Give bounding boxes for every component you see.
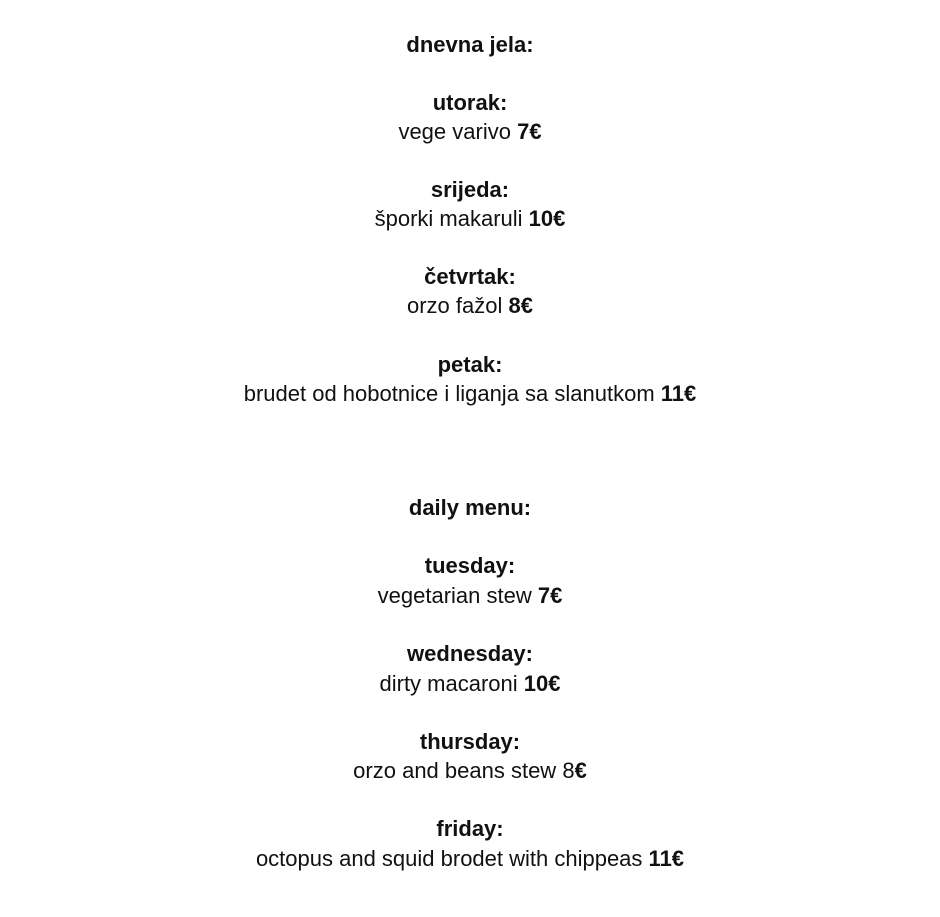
menu-item-thursday: [0, 757, 940, 785]
menu-item-petak: [0, 380, 940, 408]
dish-price: 10€: [523, 671, 561, 696]
day-label-wednesday: wednesday:: [407, 641, 533, 666]
menu-item-srijeda: [0, 205, 940, 233]
dish-price: 11€: [648, 846, 685, 871]
dish-name: šporki makaruli: [374, 206, 523, 231]
dish-price: 7€: [537, 583, 563, 608]
menu-item-cetvrtak: [0, 292, 940, 320]
day-label-srijeda: srijeda:: [430, 177, 510, 202]
dish-name: vegetarian stew: [377, 583, 532, 608]
dish-price-currency: €: [574, 758, 587, 783]
dish-price: 8€: [508, 293, 533, 318]
menu-item-wednesday: [0, 670, 940, 698]
dish-name: orzo fažol: [407, 293, 503, 318]
dish-name: orzo and beans stew: [353, 758, 557, 783]
dish-price: 11€: [660, 381, 697, 406]
day-label-utorak: utorak:: [432, 90, 508, 115]
day-label-thursday: thursday:: [419, 729, 521, 754]
day-label-friday: friday:: [436, 816, 504, 841]
dish-name: dirty macaroni: [379, 671, 518, 696]
day-label-tuesday: tuesday:: [424, 553, 516, 578]
dish-price-number: 8: [562, 758, 575, 783]
day-label-petak: petak:: [437, 352, 503, 377]
menu-item-tuesday: [0, 582, 940, 610]
english-menu-heading: daily menu:: [408, 495, 532, 520]
menu-item-utorak: [0, 118, 940, 146]
dish-price: 7€: [517, 119, 542, 144]
dish-name: vege varivo: [398, 119, 511, 144]
day-label-cetvrtak: četvrtak:: [424, 264, 516, 289]
croatian-menu-heading: dnevna jela:: [406, 32, 534, 57]
menu-item-friday: [0, 845, 940, 873]
dish-name: brudet od hobotnice i liganja sa slanutkom: [243, 381, 655, 406]
dish-name: octopus and squid brodet with chippeas: [255, 846, 643, 871]
dish-price: [562, 758, 587, 783]
dish-price: 10€: [528, 206, 566, 231]
